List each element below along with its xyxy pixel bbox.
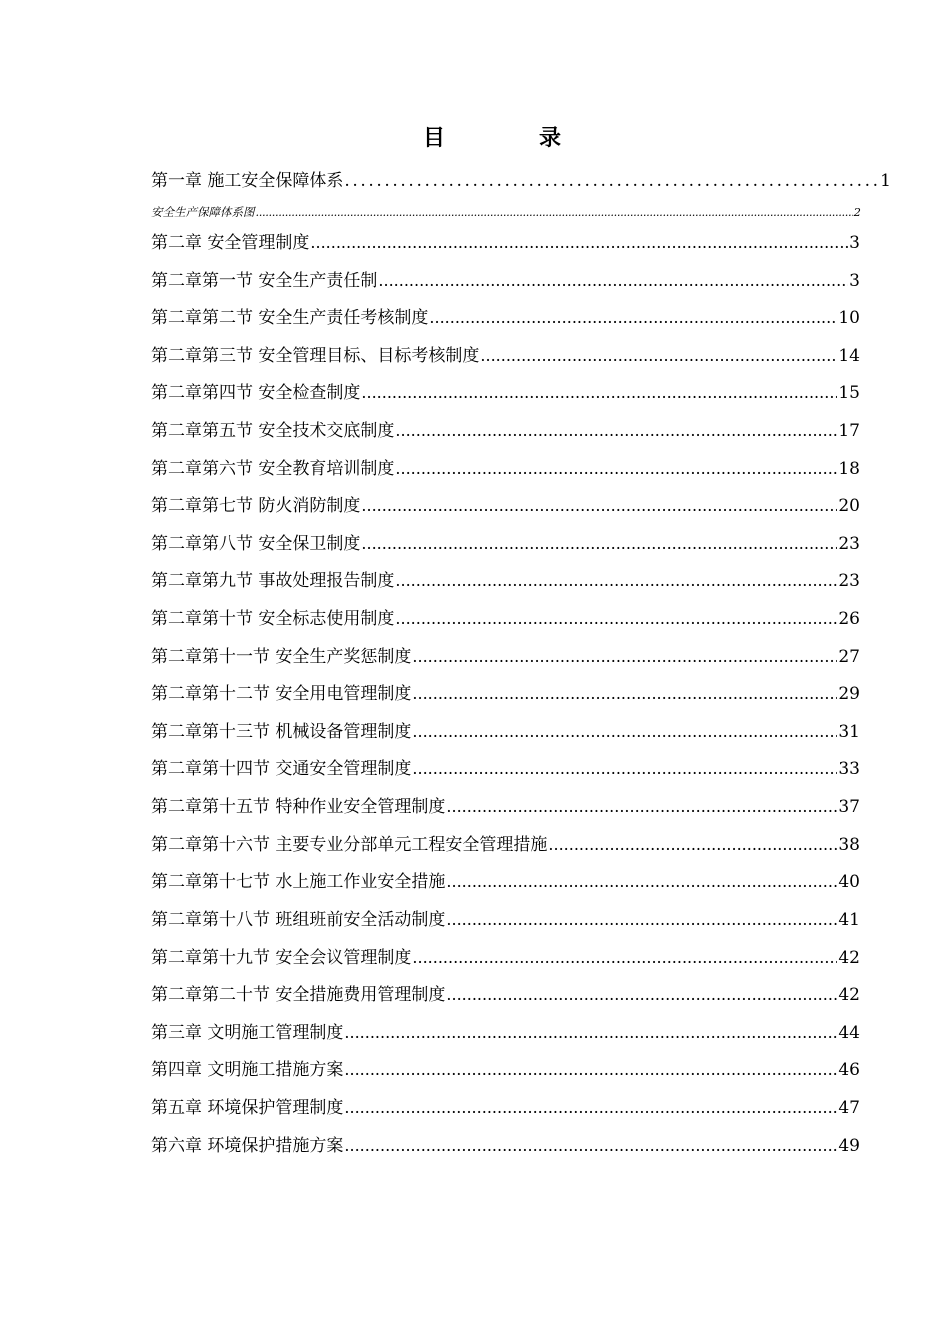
toc-entry[interactable] [151,378,860,403]
toc-entry[interactable] [151,303,860,328]
toc-entry[interactable] [151,491,860,516]
dot-leader [395,571,837,590]
toc-entry-page: 33 [838,759,860,779]
toc-entry-page: 49 [838,1136,860,1156]
dot-leader [344,1098,837,1117]
toc-entry-text: 第二章第六节 安全教育培训制度 [151,459,395,479]
dot-leader [361,496,837,515]
toc-entry-text: 第二章第八节 安全保卫制度 [151,534,361,554]
dot-leader [412,948,837,967]
toc-entry-page: 47 [838,1098,860,1118]
dot-leader [395,459,837,478]
toc-entry[interactable] [151,341,860,366]
toc-entry[interactable] [151,980,860,1005]
toc-entry-text: 第二章第七节 防火消防制度 [151,496,361,516]
toc-entry-safety-system-diagram[interactable] [151,204,861,220]
dot-leader [412,647,837,666]
toc-entry-text: 第二章第十九节 安全会议管理制度 [151,948,412,968]
toc-entry-text: 第五章 环境保护管理制度 [151,1098,344,1118]
toc-entry-text: 第二章第十八节 班组班前安全活动制度 [151,910,446,930]
toc-entry-page: 42 [838,948,860,968]
toc-entry-text: 第二章第十五节 特种作业安全管理制度 [151,797,446,817]
toc-entry[interactable] [151,566,860,591]
toc-entry[interactable] [151,943,860,968]
toc-entry[interactable] [151,1055,860,1080]
toc-entry-page: 40 [838,872,860,892]
dot-leader [378,271,848,290]
toc-entry-page: 41 [838,910,860,930]
dot-leader [344,1023,837,1042]
toc-entry[interactable] [151,792,860,817]
dot-leader [548,835,837,854]
toc-entry[interactable] [151,754,860,779]
toc-entry-text: 第二章第十一节 安全生产奖惩制度 [151,647,412,667]
toc-entry[interactable] [151,1131,860,1156]
toc-entry[interactable] [151,905,860,930]
toc-entry-page: 2 [853,205,861,219]
toc-entry-text: 第六章 环境保护措施方案 [151,1136,344,1156]
dot-leader [361,534,837,553]
toc-entry[interactable] [151,642,860,667]
toc-entry-page: 23 [838,571,860,591]
toc-entry-page: 44 [838,1023,860,1043]
dot-leader [412,684,837,703]
toc-entry-page: 27 [838,647,860,667]
dot-leader [395,609,837,628]
toc-entry-text: 第二章第二十节 安全措施费用管理制度 [151,985,446,1005]
toc-entry-page: 1 [880,171,891,191]
toc-entry-text: 第二章第二节 安全生产责任考核制度 [151,308,429,328]
dot-leader [480,346,837,365]
toc-entry-text: 第二章 安全管理制度 [151,233,310,253]
toc-entry-text: 第四章 文明施工措施方案 [151,1060,344,1080]
toc-entry-text: 第二章第十六节 主要专业分部单元工程安全管理措施 [151,835,548,855]
toc-entry-page: 3 [849,233,860,253]
toc-entry-page: 17 [838,421,860,441]
toc-entry-text: 第二章第五节 安全技术交底制度 [151,421,395,441]
toc-entry[interactable] [151,1018,860,1043]
toc-entry-text: 第一章 施工安全保障体系 [151,171,344,191]
toc-entry-page: 37 [838,797,860,817]
toc-title: 目 录 [422,125,597,151]
dot-leader [446,797,837,816]
toc-entry[interactable] [151,830,860,855]
toc-entry-chapter-1[interactable] [151,166,891,191]
toc-entry-text: 第二章第一节 安全生产责任制 [151,271,378,291]
toc-entry-page: 10 [838,308,860,328]
toc-entry[interactable] [151,1093,860,1118]
dot-leader [446,872,837,891]
dot-leader [344,171,879,191]
toc-entry-page: 20 [838,496,860,516]
toc-entry[interactable] [151,529,860,554]
toc-entry-text: 第二章第九节 事故处理报告制度 [151,571,395,591]
toc-entry-page: 14 [838,346,860,366]
toc-entry-page: 29 [838,684,860,704]
toc-entry-text: 安全生产保障体系图 [151,205,255,219]
dot-leader [344,1060,837,1079]
dot-leader [446,910,837,929]
toc-entry-text: 第二章第四节 安全检查制度 [151,383,361,403]
toc-entry[interactable] [151,604,860,629]
toc-entry-page: 3 [849,271,860,291]
toc-entry[interactable] [151,266,860,291]
toc-entry-page: 26 [838,609,860,629]
toc-entry-text: 第二章第十七节 水上施工作业安全措施 [151,872,446,892]
toc-entry[interactable] [151,416,860,441]
toc-entry-page: 46 [838,1060,860,1080]
toc-entry-text: 第二章第十四节 交通安全管理制度 [151,759,412,779]
toc-entry[interactable] [151,717,860,742]
dot-leader [256,205,853,219]
toc-entry[interactable] [151,228,860,253]
toc-entry-page: 38 [838,835,860,855]
toc-entry-text: 第二章第十节 安全标志使用制度 [151,609,395,629]
dot-leader [446,985,837,1004]
toc-entry-text: 第三章 文明施工管理制度 [151,1023,344,1043]
toc-entry-page: 15 [838,383,860,403]
dot-leader [395,421,837,440]
dot-leader [344,1136,837,1155]
toc-entry[interactable] [151,454,860,479]
toc-entry-page: 23 [838,534,860,554]
dot-leader [361,383,837,402]
toc-entry[interactable] [151,679,860,704]
toc-entry-text: 第二章第十二节 安全用电管理制度 [151,684,412,704]
toc-entry-page: 18 [838,459,860,479]
toc-entry-page: 42 [838,985,860,1005]
toc-entry-text: 第二章第十三节 机械设备管理制度 [151,722,412,742]
dot-leader [412,722,837,741]
dot-leader [310,233,848,252]
toc-entry-text: 第二章第三节 安全管理目标、目标考核制度 [151,346,480,366]
dot-leader [412,759,837,778]
toc-entry-page: 31 [838,722,860,742]
dot-leader [429,308,837,327]
toc-entry[interactable] [151,867,860,892]
